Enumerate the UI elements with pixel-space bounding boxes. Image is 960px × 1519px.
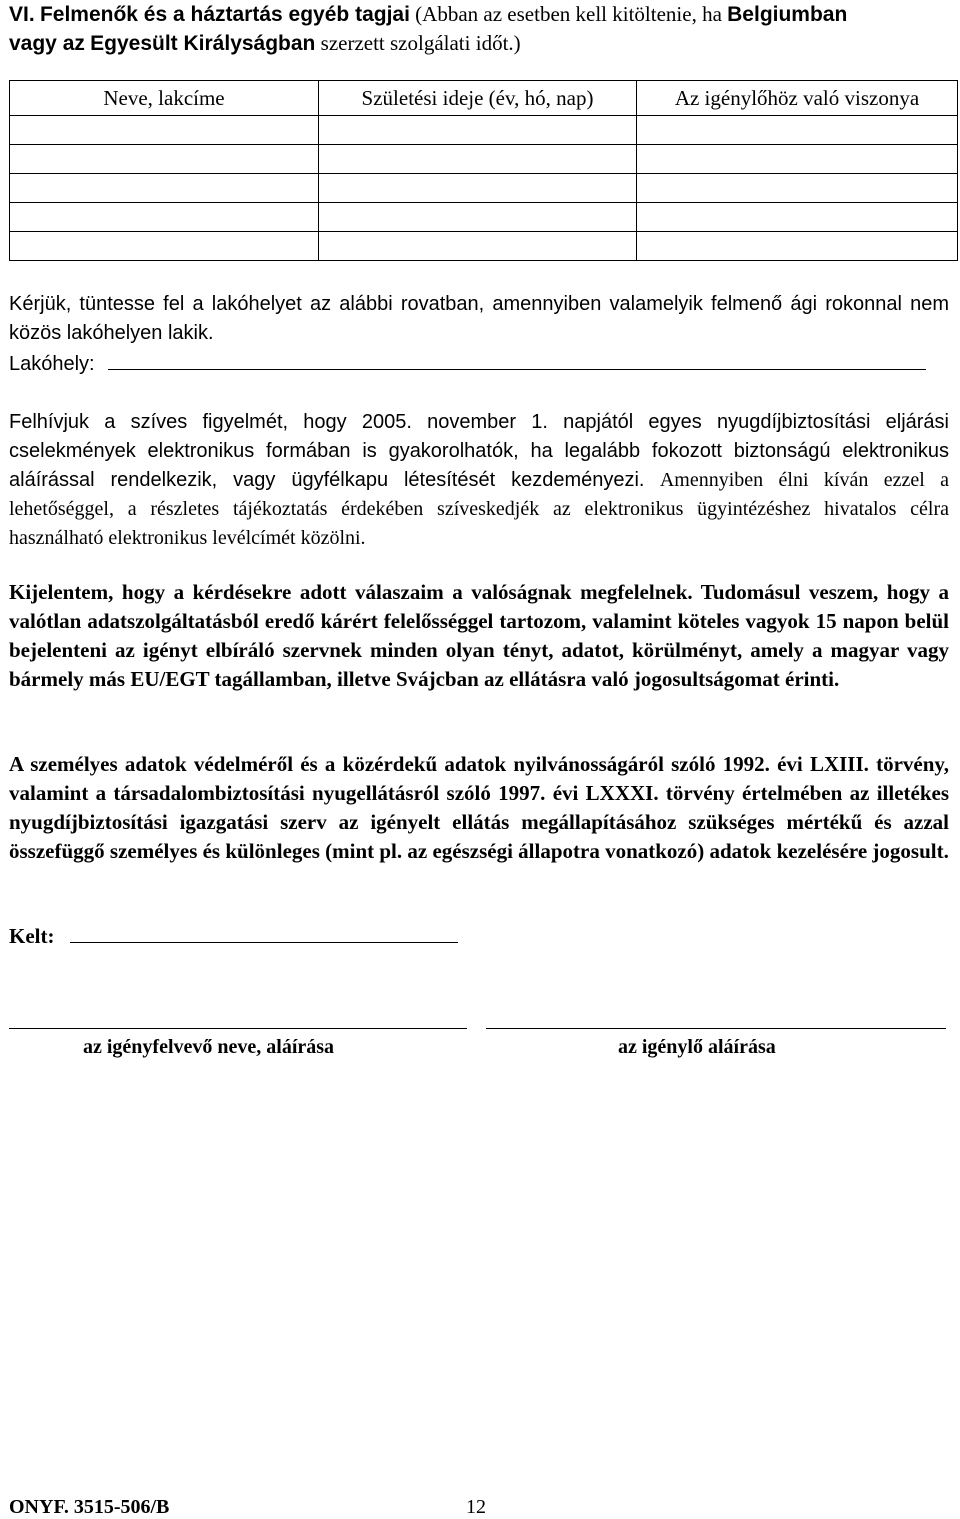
cell-relationship[interactable] — [637, 116, 958, 145]
cell-birth-date[interactable] — [319, 116, 637, 145]
relatives-table — [9, 80, 958, 261]
residence-input-line[interactable] — [108, 368, 926, 370]
electronic-notice-main: Felhívjuk a szíves figyelmét, hogy 2005. november 1. napjától egyes nyugdíjbiztosítási eljárási cselekmények elektronikus formában is gyakorolhatók, ha legalább fokozott biztonságú elektronikus aláírással rendelkezik, vagy ügyfélkapu létesítését kezdeményezi. — [9, 411, 949, 491]
cell-birth-date[interactable] — [319, 174, 637, 203]
cell-birth-date[interactable] — [319, 203, 637, 232]
electronic-notice-email: Amennyiben élni kíván ezzel a lehetőséggel, a részletes tájékoztatás érdekében szíveskedjék az elektronikus ügyintézéshez hivatalos célra használható elektronikus levélcímét közölni. — [9, 469, 949, 549]
table-row — [10, 145, 958, 174]
date-field — [9, 922, 949, 951]
section-connector: vagy az — [9, 32, 85, 55]
residence-field — [9, 350, 949, 379]
section-note-a: (Abban az esetben kell kitöltenie, ha — [415, 2, 722, 26]
cell-name-address[interactable] — [10, 203, 319, 232]
country-uk: Egyesült Királyságban — [90, 32, 316, 55]
cell-relationship[interactable] — [637, 232, 958, 261]
section-title: Felmenők és a háztartás egyéb tagjai — [39, 3, 410, 26]
cell-name-address[interactable] — [10, 232, 319, 261]
table-row — [10, 232, 958, 261]
signature-line-receiver[interactable] — [9, 1028, 467, 1029]
cell-relationship[interactable] — [637, 145, 958, 174]
cell-birth-date[interactable] — [319, 145, 637, 174]
signature-line-applicant[interactable] — [486, 1028, 946, 1029]
cell-birth-date[interactable] — [319, 232, 637, 261]
cell-name-address[interactable] — [10, 145, 319, 174]
declaration-first: Kijelentem, hogy a kérdésekre adott válaszaim a valóságnak megfelelnek. — [9, 580, 693, 604]
date-label: Kelt: — [9, 924, 55, 948]
section-note-b: szerzett szolgálati időt.) — [320, 31, 521, 55]
residence-label: Lakóhely: — [9, 353, 95, 375]
signature-label-receiver: az igényfelvevő neve, aláírása — [83, 1036, 335, 1058]
form-code: ONYF. 3515-506/B — [9, 1496, 170, 1518]
table-row — [10, 174, 958, 203]
declaration — [9, 578, 949, 694]
section-heading — [9, 0, 949, 58]
date-input-line[interactable] — [70, 941, 458, 943]
residence-instruction: Kérjük, tüntesse fel a lakóhelyet az alábbi rovatban, amennyiben valamelyik felmenő ági rokonnal nem közös lakóhelyen lakik. — [9, 293, 949, 344]
declaration-second: Tudomásul veszem, hogy a valótlan adatszolgáltatásból eredő kárért felelősséggel tartozom, valamint köteles vagyok 15 napon belül bejelenteni az igényt elbíráló szervnek minden olyan tényt, adatot, körülményt, amely a magyar vagy bármely más EU/EGT tagállamban, illetve Svájcban az ellátásra való jogosultságomat érinti. — [9, 580, 949, 691]
section-number: VI. — [9, 3, 35, 26]
data-protection-notice: A személyes adatok védelméről és a közérdekű adatok nyilvánosságáról szóló 1992. évi LXIII. törvény, valamint a társadalombiztosítási nyugellátásról szóló 1997. évi LXXXI. törvény értelmében az illetékes nyugdíjbiztosítási igazgatási szerv az igényelt ellátás megállapításához szükséges mértékű és azzal összefüggő személyes és különleges (mint pl. az egészségi állapotra vonatkozó) adatok kezelésére jogosult. — [9, 752, 949, 863]
country-belgium: Belgiumban — [727, 3, 848, 26]
column-header-name-address: Neve, lakcíme — [10, 81, 319, 116]
cell-relationship[interactable] — [637, 174, 958, 203]
page-number: 12 — [466, 1496, 486, 1518]
table-header-row — [10, 81, 958, 116]
table-row — [10, 203, 958, 232]
cell-name-address[interactable] — [10, 174, 319, 203]
cell-name-address[interactable] — [10, 116, 319, 145]
column-header-relationship: Az igénylőhöz való viszonya — [637, 81, 958, 116]
column-header-birth-date: Születési ideje (év, hó, nap) — [319, 81, 637, 116]
signature-label-applicant: az igénylő aláírása — [618, 1036, 776, 1058]
cell-relationship[interactable] — [637, 203, 958, 232]
electronic-notice — [9, 408, 949, 553]
table-row — [10, 116, 958, 145]
